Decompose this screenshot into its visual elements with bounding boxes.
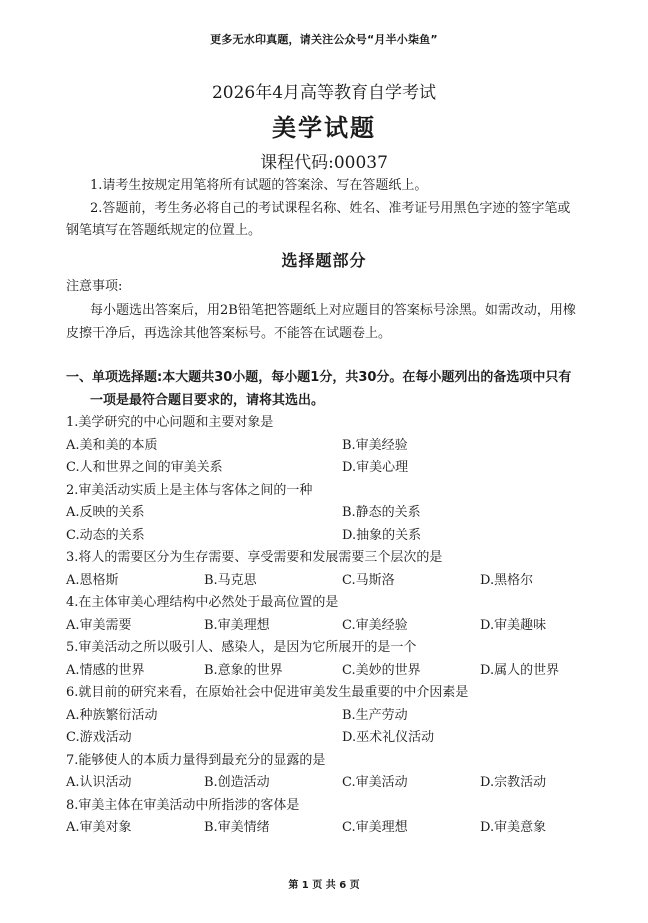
instruction-2a: 2.答题前，考生务必将自己的考试课程名称、姓名、准考证号用黑色字迹的签字笔或 [90, 201, 571, 216]
option-b: B.审美情绪 [204, 820, 270, 835]
option-b: B.审美经验 [342, 438, 408, 453]
option-d: D.抽象的关系 [342, 528, 422, 543]
question-stem: 7.能够使人的本质力量得到最充分的显露的是 [66, 753, 326, 768]
option-c: C.马斯洛 [342, 573, 395, 588]
option-a: A.认识活动 [66, 775, 132, 790]
question-stem: 4.在主体审美心理结构中必然处于最高位置的是 [66, 595, 339, 610]
option-d: D.审美意象 [480, 820, 547, 835]
option-c: C.游戏活动 [66, 730, 132, 745]
option-b: B.生产劳动 [342, 708, 408, 723]
option-a: A.恩格斯 [66, 573, 119, 588]
option-c: C.审美理想 [342, 820, 408, 835]
option-d: D.黑格尔 [480, 573, 534, 588]
option-a: A.审美需要 [66, 618, 132, 633]
question-stem: 6.就目前的研究来看，在原始社会中促进审美发生最重要的中介因素是 [66, 685, 469, 700]
instruction-2b: 钢笔填写在答题纸规定的位置上。 [66, 223, 262, 238]
watermark-text: 更多无水印真题，请关注公众号“月半小柒鱼” [210, 33, 438, 46]
option-b: B.静态的关系 [342, 505, 421, 520]
option-d: D.巫术礼仪活动 [342, 730, 435, 745]
course-code: 课程代码:00037 [260, 153, 388, 173]
option-a: A.种族繁衍活动 [66, 708, 158, 723]
notice-line-2: 皮擦干净后，再选涂其他答案标号。不能答在试题卷上。 [66, 326, 392, 341]
subject-title: 美学试题 [272, 114, 376, 142]
option-d: D.宗教活动 [480, 775, 547, 790]
option-c: C.人和世界之间的审美关系 [66, 460, 223, 475]
option-a: A.反映的关系 [66, 505, 145, 520]
option-d: D.审美心理 [342, 460, 409, 475]
question-stem: 3.将人的需要区分为生存需要、享受需要和发展需要三个层次的是 [66, 550, 443, 565]
option-b: B.意象的世界 [204, 663, 283, 678]
option-c: C.动态的关系 [66, 528, 145, 543]
notice-label: 注意事项: [66, 279, 123, 294]
section-title: 选择题部分 [281, 251, 367, 270]
option-d: D.属人的世界 [480, 663, 560, 678]
part1-heading-1: 一、单项选择题:本大题共30小题，每小题1分，共30分。在每小题列出的备选项中只有 [66, 370, 572, 385]
option-c: C.审美经验 [342, 618, 408, 633]
option-a: A.情感的世界 [66, 663, 145, 678]
notice-line-1: 每小题选出答案后，用2B铅笔把答题纸上对应题目的答案标号涂黑。如需改动，用橡 [90, 303, 576, 318]
option-a: A.美和美的本质 [66, 438, 158, 453]
instruction-1: 1.请考生按规定用笔将所有试题的答案涂、写在答题纸上。 [90, 178, 428, 193]
question-stem: 5.审美活动之所以吸引人、感染人，是因为它所展开的是一个 [66, 640, 417, 655]
option-b: B.创造活动 [204, 775, 270, 790]
option-a: A.审美对象 [66, 820, 132, 835]
question-stem: 2.审美活动实质上是主体与客体之间的一种 [66, 483, 313, 498]
option-c: C.美妙的世界 [342, 663, 421, 678]
option-b: B.审美理想 [204, 618, 270, 633]
option-c: C.审美活动 [342, 775, 408, 790]
question-stem: 8.审美主体在审美活动中所指涉的客体是 [66, 798, 300, 813]
part1-heading-2: 一项是最符合题目要求的，请将其选出。 [90, 393, 325, 408]
page-number: 第 1 页 共 6 页 [288, 880, 360, 891]
question-stem: 1.美学研究的中心问题和主要对象是 [66, 415, 274, 430]
exam-title: 2026年4月高等教育自学考试 [211, 83, 437, 103]
option-d: D.审美趣味 [480, 618, 547, 633]
option-b: B.马克思 [204, 573, 257, 588]
